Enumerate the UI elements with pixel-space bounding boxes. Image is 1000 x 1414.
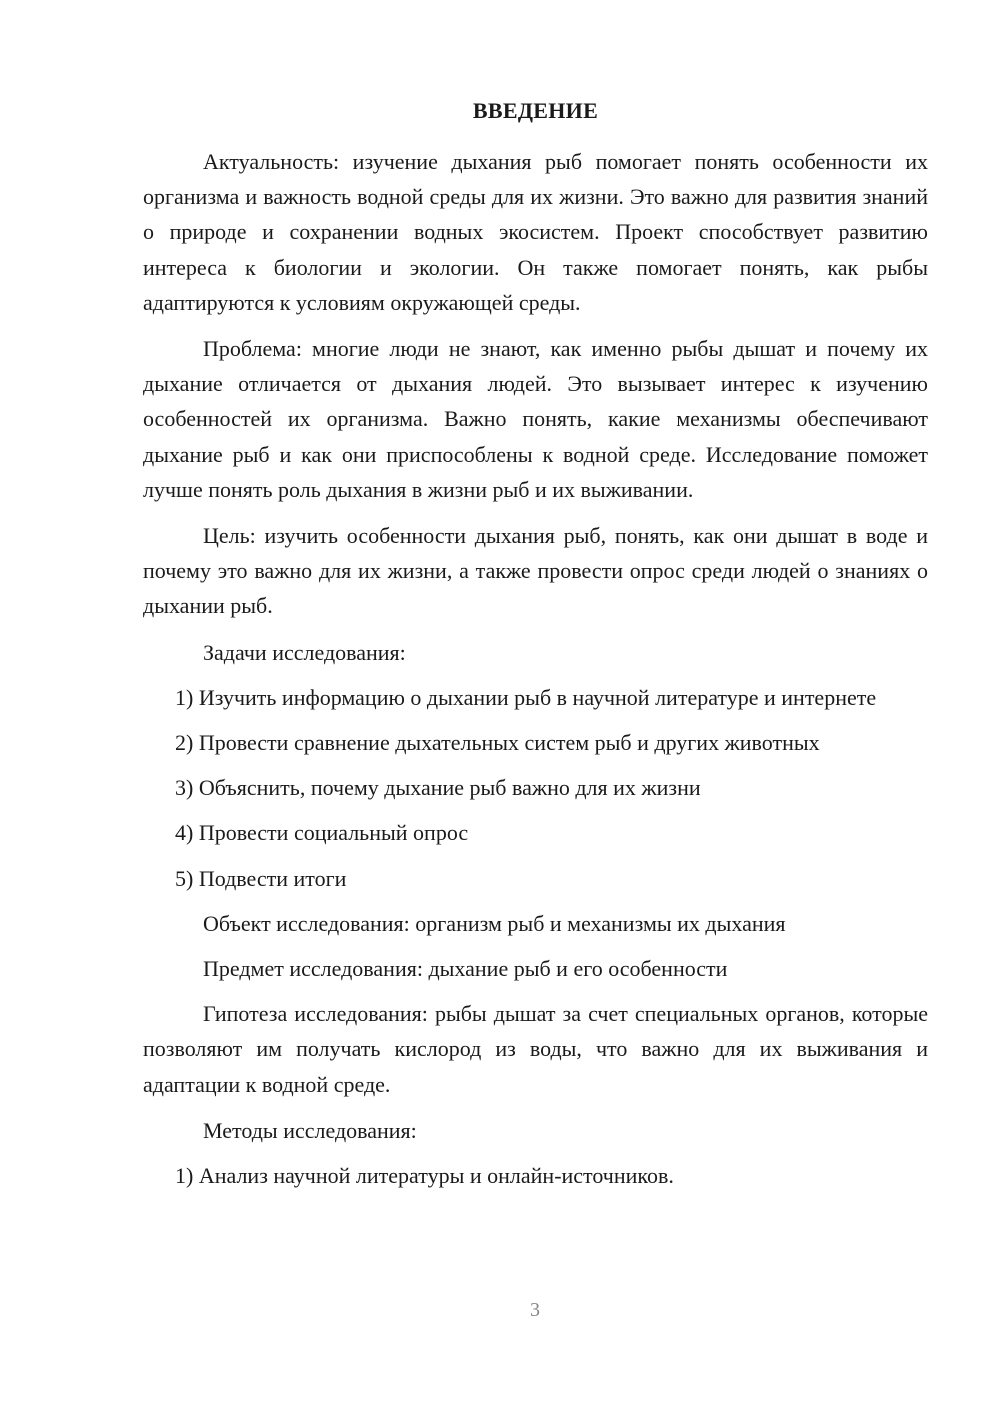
- task-item-3: 3) Объяснить, почему дыхание рыб важно для их жизни: [175, 775, 701, 801]
- page-number: 3: [530, 1299, 540, 1321]
- page-content: [143, 98, 928, 1193]
- methods-heading: Методы исследования:: [203, 1117, 417, 1143]
- relevance-paragraph: Актуальность: изучение дыхания рыб помогает понять особенности их организма и важность водной среды для их жизни. Это важно для развития знаний о природе и сохранении водных экосистем. Проект способствует развитию интереса к биологии и экологии. Он также помогает понять, как рыбы адаптируются к условиям окружающей среды.: [143, 149, 928, 315]
- task-item-2: 2) Провести сравнение дыхательных систем рыб и других животных: [175, 730, 820, 756]
- goal-paragraph: Цель: изучить особенности дыхания рыб, понять, как они дышат в воде и почему это важно для их жизни, а также провести опрос среди людей о знаниях о дыхании рыб.: [143, 523, 928, 619]
- page-title: ВВЕДЕНИЕ: [472, 98, 599, 123]
- task-item-5: 5) Подвести итоги: [175, 865, 347, 891]
- problem-paragraph: Проблема: многие люди не знают, как именно рыбы дышат и почему их дыхание отличается от дыхания людей. Это вызывает интерес к изучению особенностей их организма. Важно понять, какие механизмы обеспечивают дыхание рыб и как они приспособлены к водной среде. Исследование поможет лучше понять роль дыхания в жизни рыб и их выживании.: [143, 336, 928, 502]
- subject-paragraph: Предмет исследования: дыхание рыб и его особенности: [203, 956, 728, 982]
- object-paragraph: Объект исследования: организм рыб и механизмы их дыхания: [203, 910, 786, 936]
- tasks-heading: Задачи исследования:: [203, 639, 406, 665]
- method-item-1: 1) Анализ научной литературы и онлайн-источников.: [175, 1163, 674, 1189]
- hypothesis-paragraph: Гипотеза исследования: рыбы дышат за счет специальных органов, которые позволяют им получать кислород из воды, что важно для их выживания и адаптации к водной среде.: [143, 1001, 928, 1097]
- task-item-4: 4) Провести социальный опрос: [175, 820, 469, 846]
- task-item-1: 1) Изучить информацию о дыхании рыб в научной литературе и интернете: [175, 684, 877, 710]
